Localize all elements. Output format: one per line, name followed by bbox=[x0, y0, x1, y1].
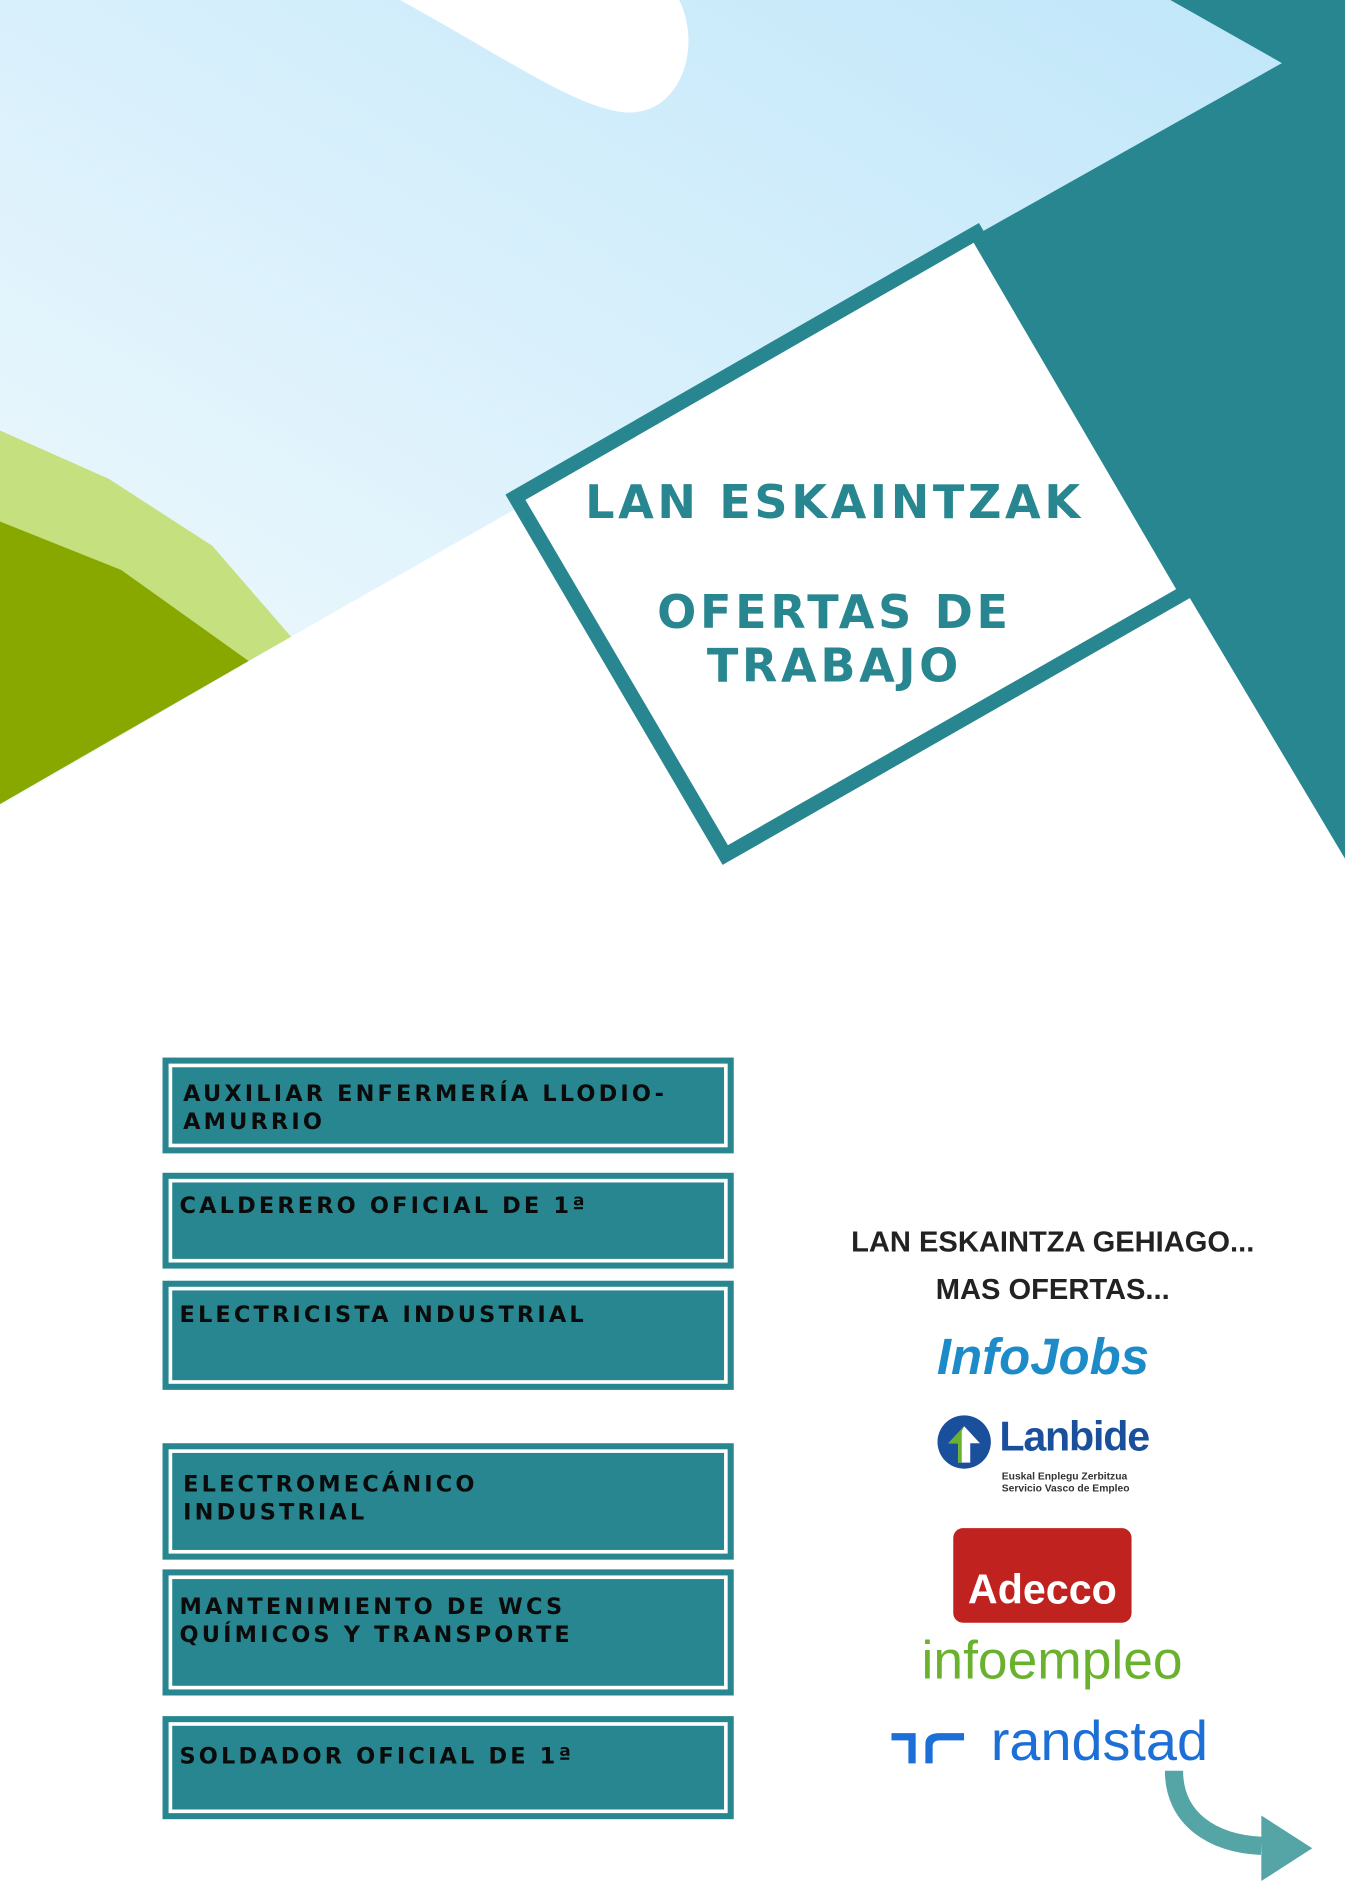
lanbide-icon bbox=[936, 1414, 992, 1470]
job-item[interactable]: ELECTRICISTA INDUSTRIAL bbox=[163, 1281, 734, 1390]
title-spanish-1: OFERTAS DE bbox=[657, 585, 1012, 640]
more-offers-basque: LAN ESKAINTZA GEHIAGO... bbox=[851, 1226, 1255, 1259]
job-item[interactable]: SOLDADOR OFICIAL DE 1ª bbox=[163, 1716, 734, 1819]
arrow-head-icon bbox=[1261, 1816, 1312, 1881]
adecco-logo[interactable]: Adecco bbox=[953, 1528, 1131, 1623]
job-item[interactable]: AUXILIAR ENFERMERÍA LLODIO-AMURRIO bbox=[163, 1058, 734, 1154]
infoempleo-logo[interactable]: infoempleo bbox=[921, 1631, 1183, 1691]
job-item[interactable]: MANTENIMIENTO DE WCS QUÍMICOS Y TRANSPORTE bbox=[163, 1569, 734, 1695]
title-spanish-2: TRABAJO bbox=[706, 639, 962, 693]
more-offers-spanish: MAS OFERTAS... bbox=[935, 1273, 1170, 1307]
title-basque: LAN ESKAINTZAK bbox=[585, 475, 1084, 529]
lanbide-wordmark: Lanbide bbox=[999, 1414, 1149, 1461]
lanbide-logo[interactable]: Lanbide Euskal Enplegu Zerbitzua Servicio Vasco de Empleo bbox=[936, 1409, 1166, 1500]
job-item[interactable]: ELECTROMECÁNICO INDUSTRIAL bbox=[163, 1443, 734, 1559]
randstad-icon bbox=[891, 1729, 964, 1765]
arrow-curve bbox=[1174, 1771, 1261, 1846]
job-item[interactable]: CALDERERO OFICIAL DE 1ª bbox=[163, 1173, 734, 1269]
randstad-logo[interactable]: randstad bbox=[889, 1710, 1229, 1773]
infojobs-logo[interactable]: InfoJobs bbox=[936, 1328, 1150, 1386]
